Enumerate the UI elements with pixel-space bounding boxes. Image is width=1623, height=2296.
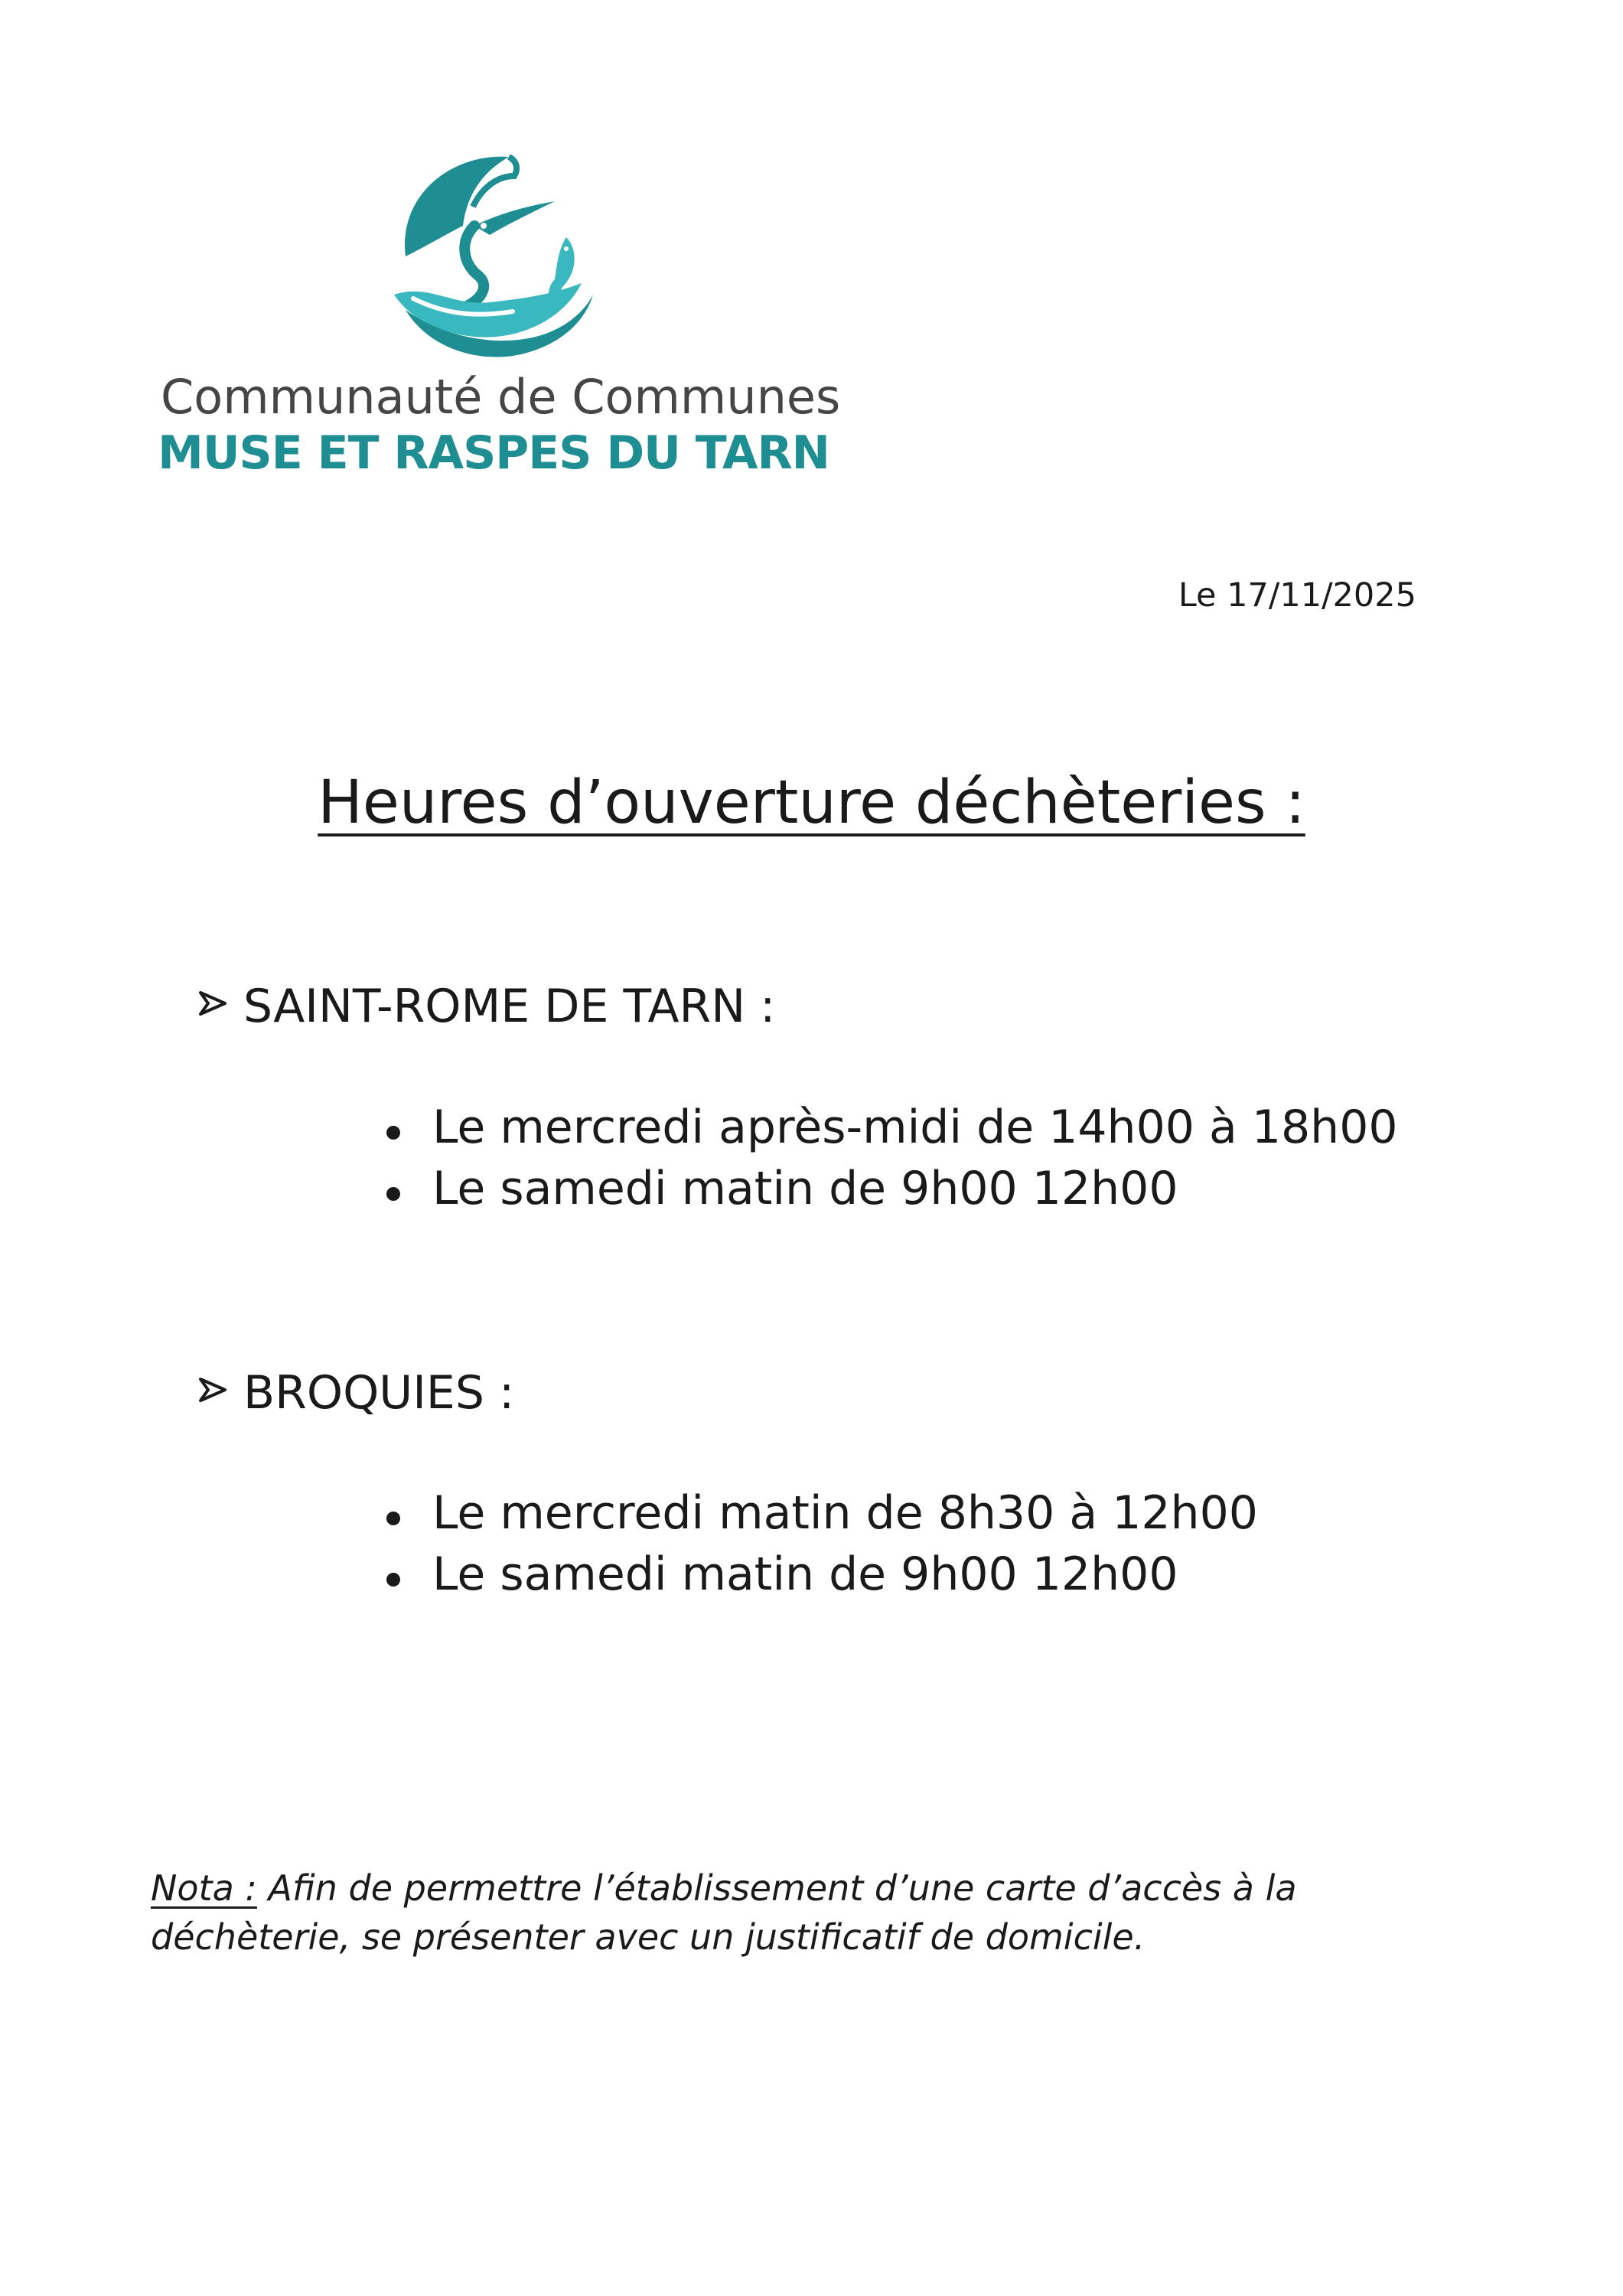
page-title (0, 768, 1623, 837)
list-item: Le samedi matin de 9h00 12h00 (383, 1158, 1398, 1219)
site-heading-broquies (197, 1366, 515, 1420)
list-item: Le samedi matin de 9h00 12h00 (383, 1544, 1258, 1605)
site-name: BROQUIES : (243, 1366, 515, 1420)
page-title-text: Heures d’ouverture déchèteries : (318, 768, 1305, 837)
heron-fish-logo-icon (383, 142, 612, 371)
document-date: Le 17/11/2025 (1178, 576, 1416, 615)
site-name: SAINT-ROME DE TARN : (243, 980, 776, 1033)
list-item: Le mercredi après-midi de 14h00 à 18h00 (383, 1097, 1398, 1158)
arrowhead-bullet-icon (197, 988, 228, 1019)
organization-name: Communauté de Communes (161, 369, 841, 425)
list-item: Le mercredi matin de 8h30 à 12h00 (383, 1482, 1258, 1544)
hours-list-broquies (383, 1482, 1258, 1605)
note-paragraph (151, 1864, 1452, 1962)
arrowhead-bullet-icon (197, 1375, 228, 1405)
note-label: Nota : (151, 1867, 257, 1909)
note-text: Afin de permettre l’établissement d’une carte d’accès à la déchèterie, se présenter avec un justificatif de domicile. (151, 1867, 1297, 1958)
organization-subtitle: MUSE ET RASPES DU TARN (158, 426, 829, 480)
hours-list-saint-rome (383, 1097, 1398, 1219)
site-heading-saint-rome (197, 980, 776, 1033)
